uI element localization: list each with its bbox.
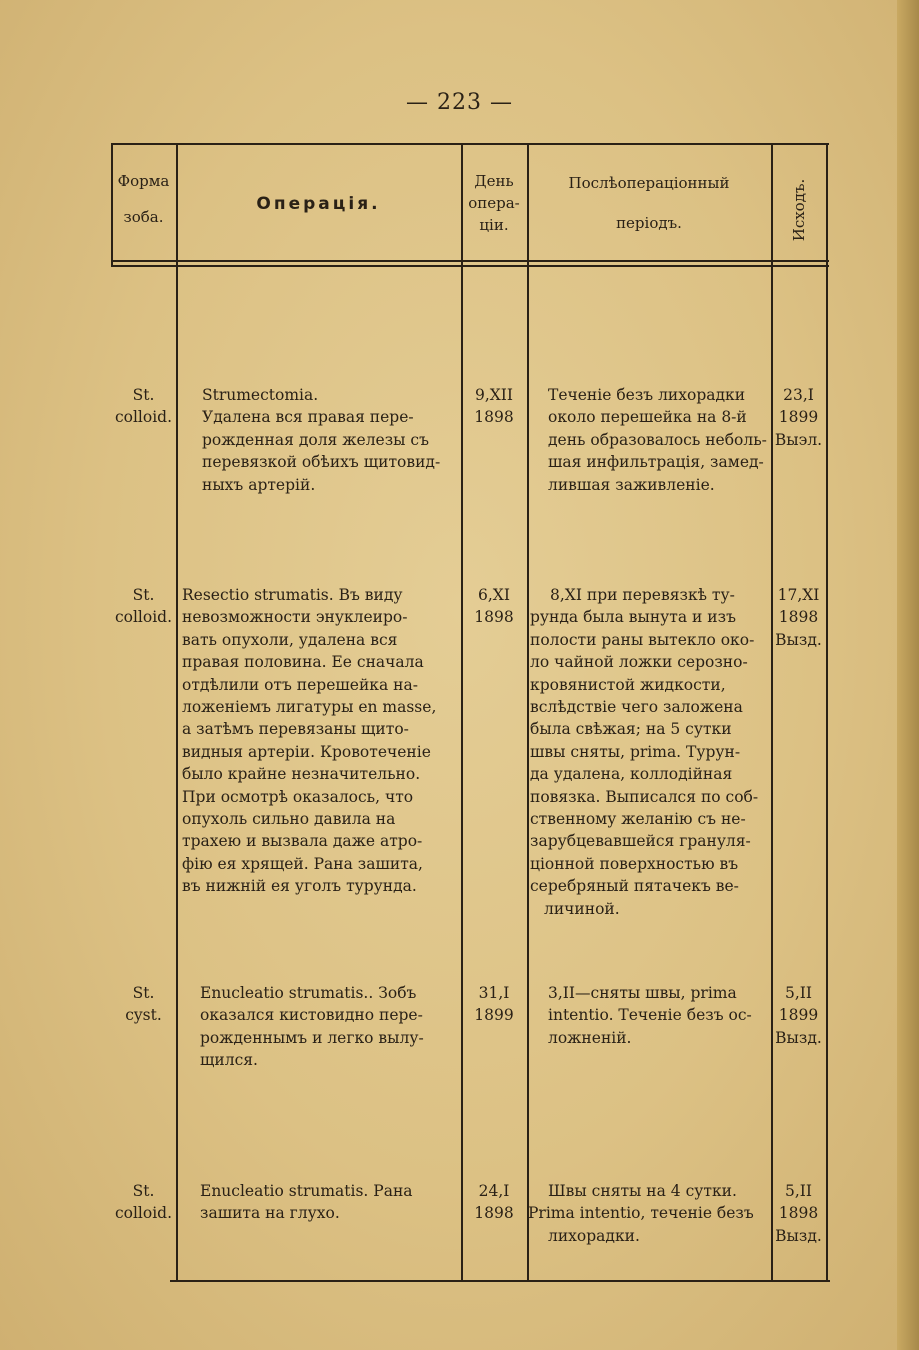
table-bottom-rule: [170, 1280, 830, 1282]
column-divider: [771, 143, 773, 1280]
column-divider: [461, 143, 463, 1280]
column-divider: [527, 143, 529, 1280]
row-3-form: St. cyst.: [125, 984, 162, 1025]
row-3-postop: 3,II—сняты швы, prima intentio. Теченіе безъ ос- ложненій.: [548, 984, 752, 1047]
column-divider: [176, 143, 178, 1280]
row-1-postop: Теченіе безъ лихорадки около перешейка на 8-й день образовалось неболь- шая инфильтрація, замед- лившая заживленіе.: [548, 386, 767, 494]
row-2-date: 6,XI 1898: [474, 586, 514, 627]
row-1-operation: Strumectomia. Удалена вся правая пере- рожденная доля железы съ перевязкой обѣихъ щитовид- ныхъ артерій.: [202, 386, 441, 494]
row-2-postop: 8,XI при перевязкѣ ту- рунда была вынута и изъ полости раны вытекло око- ло чайной ложки серозно- кровянистой жидкости, вслѣдствіе чего заложена была свѣжая; на 5 сутки швы сняты, prima. Турун- да удалена, коллодійная повязка. Выписался по соб- ственному желанію съ не- зарубцевавшейся грануля- ціонной поверхностью въ серебряный пятачекъ ве- личиной.: [530, 586, 759, 918]
header-outcome: Исходъ.: [790, 178, 808, 242]
header-rule-1: [111, 260, 829, 262]
row-2-operation: Resectio strumatis. Въ виду невозможности энуклеиро- вать опухоли, удалена вся правая половина. Ее сначала отдѣлили отъ перешейка на- ложеніемъ лигатуры en masse, а затѣмъ перевязаны щито- видныя артеріи. Кровотеченіе было крайне незначительно. При осмотрѣ оказалось, что опухоль сильно давила на трахею и вызвала даже атро- фію ея хрящей. Рана зашита, въ нижній ея уголъ турунда.: [182, 586, 437, 896]
header-day: День опера- ціи.: [468, 172, 520, 234]
page-edge: [897, 0, 919, 1350]
header-rule-2: [111, 265, 829, 267]
row-2-form: St. colloid.: [114, 586, 173, 627]
row-2-outcome: 17,XI 1898 Вызд.: [775, 586, 822, 649]
column-divider: [826, 143, 828, 1280]
row-3-date: 31,I 1899: [474, 984, 514, 1025]
row-1-outcome: 23,I 1899 Выэл.: [774, 386, 823, 449]
header-form: Форма зоба.: [117, 172, 170, 226]
table-top-rule: [111, 143, 829, 145]
header-postop: Послѣоперацiонный періодъ.: [568, 174, 730, 232]
row-4-postop: Швы сняты на 4 сутки. Prima intentio, теченіе безъ лихорадки.: [528, 1182, 754, 1245]
row-4-operation: Enucleatio strumatis. Рана зашита на глухо.: [200, 1182, 413, 1223]
header-operation: Операція.: [256, 194, 381, 214]
row-4-date: 24,I 1898: [474, 1182, 514, 1223]
row-1-date: 9,XII 1898: [474, 386, 514, 427]
row-3-operation: Enucleatio strumatis.. Зобъ оказался кистовидно пере- рожденнымъ и легко вылу- щился.: [200, 984, 424, 1070]
row-1-form: St. colloid.: [114, 386, 173, 427]
row-4-outcome: 5,II 1898 Вызд.: [775, 1182, 822, 1245]
row-4-form: St. colloid.: [114, 1182, 173, 1223]
row-3-outcome: 5,II 1899 Вызд.: [775, 984, 822, 1047]
page-number: — 223 —: [406, 90, 513, 115]
